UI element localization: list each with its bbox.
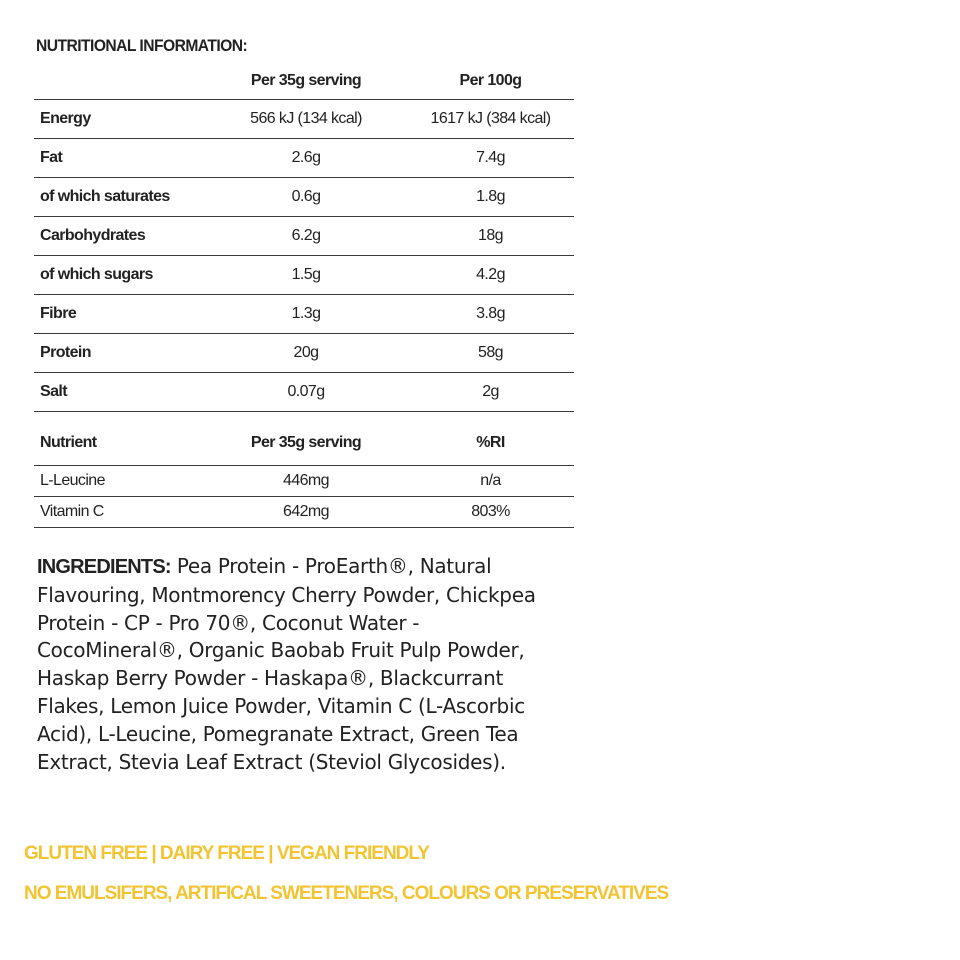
row-per-serving: 1.3g: [205, 295, 401, 334]
ingredients-label: INGREDIENTS:: [37, 556, 171, 578]
row-label: Energy: [34, 100, 205, 139]
header-per-100g: Per 100g: [401, 62, 574, 100]
row-label: Fat: [34, 139, 205, 178]
row-per-serving: 20g: [205, 334, 401, 373]
row-per-serving: 642mg: [205, 497, 401, 528]
table-row-vitamin-c: [34, 497, 574, 528]
page-title: NUTRITIONAL INFORMATION:: [36, 36, 248, 55]
row-label: L-Leucine: [34, 466, 205, 497]
free-from-claims: NO EMULSIFERS, ARTIFICAL SWEETENERS, COLOURS OR PRESERVATIVES: [24, 883, 669, 904]
header-nutrient: Nutrient: [34, 412, 205, 466]
row-label: Protein: [34, 334, 205, 373]
table-row-saturates: [34, 178, 574, 217]
table-row-salt: [34, 373, 574, 412]
row-ri: 803%: [401, 497, 574, 528]
nutrition-table: [34, 62, 574, 528]
header-ri: %RI: [401, 412, 574, 466]
row-per-serving: 2.6g: [205, 139, 401, 178]
row-label: Salt: [34, 373, 205, 412]
dietary-claims: GLUTEN FREE | DAIRY FREE | VEGAN FRIENDLY: [24, 843, 429, 864]
row-per-100g: 58g: [401, 334, 574, 373]
row-per-100g: 18g: [401, 217, 574, 256]
table-row-protein: [34, 334, 574, 373]
row-label: of which sugars: [34, 256, 205, 295]
row-label: Fibre: [34, 295, 205, 334]
table-row-carbohydrates: [34, 217, 574, 256]
row-per-serving: 0.6g: [205, 178, 401, 217]
table-row-sugars: [34, 256, 574, 295]
row-per-100g: 3.8g: [401, 295, 574, 334]
row-label: Carbohydrates: [34, 217, 205, 256]
row-label: of which saturates: [34, 178, 205, 217]
table-header-row: [34, 62, 574, 100]
table-row-energy: [34, 100, 574, 139]
row-per-serving: 446mg: [205, 466, 401, 497]
table-row-leucine: [34, 466, 574, 497]
ingredients-text: Pea Protein - ProEarth®, Natural Flavouring, Montmorency Cherry Powder, Chickpea Protein - CP - Pro 70®, Coconut Water - CocoMineral®, Organic Baobab Fruit Pulp Powder, Haskap Berry Powder - Haskapa®, Blackcurrant Flakes, Lemon Juice Powder, Vitamin C (L-Ascorbic Acid), L-Leucine, Pomegranate Extract, Green Tea Extract, Stevia Leaf Extract (Steviol Glycosides).: [37, 554, 536, 774]
table-row-fat: [34, 139, 574, 178]
header-blank: [34, 62, 205, 100]
ingredients-block: [37, 553, 557, 776]
row-per-serving: 566 kJ (134 kcal): [205, 100, 401, 139]
row-per-100g: 1617 kJ (384 kcal): [401, 100, 574, 139]
row-per-100g: 7.4g: [401, 139, 574, 178]
row-ri: n/a: [401, 466, 574, 497]
header-per-serving: Per 35g serving: [205, 62, 401, 100]
row-per-serving: 1.5g: [205, 256, 401, 295]
row-per-100g: 2g: [401, 373, 574, 412]
row-per-100g: 1.8g: [401, 178, 574, 217]
row-label: Vitamin C: [34, 497, 205, 528]
row-per-serving: 0.07g: [205, 373, 401, 412]
table-row-fibre: [34, 295, 574, 334]
nutrient-header-row: [34, 412, 574, 466]
header-per-serving: Per 35g serving: [205, 412, 401, 466]
row-per-serving: 6.2g: [205, 217, 401, 256]
row-per-100g: 4.2g: [401, 256, 574, 295]
